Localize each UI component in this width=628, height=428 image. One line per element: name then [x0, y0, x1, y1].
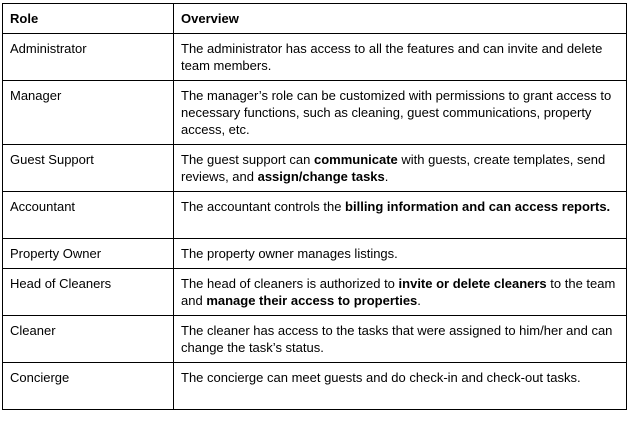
overview-text: with guests, create templates, send reviews, and [181, 152, 606, 184]
header-role: Role [3, 4, 174, 34]
overview-text: The concierge can meet guests and do check-in and check-out tasks. [181, 370, 581, 385]
table-row [3, 363, 627, 410]
table-header [3, 4, 627, 34]
roles-table [2, 3, 627, 410]
overview-text: The guest support can [181, 152, 314, 167]
role-cell: Head of Cleaners [3, 269, 174, 316]
overview-cell [174, 145, 627, 192]
role-cell: Property Owner [3, 239, 174, 269]
overview-emphasis: manage their access to properties [206, 293, 418, 308]
table-row [3, 34, 627, 81]
overview-text: The manager’s role can be customized with permissions to grant access to necessary functions, such as cleaning, guest communications, property access, etc. [181, 88, 612, 137]
header-row [3, 4, 627, 34]
role-cell: Administrator [3, 34, 174, 81]
overview-cell [174, 316, 627, 363]
header-overview: Overview [174, 4, 627, 34]
table-row [3, 239, 627, 269]
table-row [3, 145, 627, 192]
overview-emphasis: communicate [313, 152, 398, 167]
overview-text: . [384, 169, 389, 184]
overview-cell [174, 192, 627, 239]
overview-emphasis: invite or delete cleaners [398, 276, 547, 291]
role-cell: Cleaner [3, 316, 174, 363]
overview-cell [174, 81, 627, 145]
table-row [3, 192, 627, 239]
overview-text: The accountant controls the [181, 199, 346, 214]
overview-text: The property owner manages listings. [181, 246, 398, 261]
table-row [3, 316, 627, 363]
overview-text: The cleaner has access to the tasks that were assigned to him/her and can change the task’s status. [181, 323, 613, 355]
overview-cell [174, 363, 627, 410]
overview-text: to the team and [181, 276, 616, 308]
overview-cell [174, 239, 627, 269]
overview-cell [174, 34, 627, 81]
overview-cell [174, 269, 627, 316]
table-row [3, 269, 627, 316]
overview-text: . [417, 293, 421, 308]
role-cell: Guest Support [3, 145, 174, 192]
overview-text: The administrator has access to all the features and can invite and delete team members. [181, 41, 603, 73]
role-cell: Accountant [3, 192, 174, 239]
overview-emphasis: billing information and can access reports. [345, 199, 611, 214]
overview-emphasis: assign/change tasks [257, 169, 385, 184]
table-body [3, 34, 627, 410]
overview-text: The head of cleaners is authorized to [181, 276, 399, 291]
role-cell: Concierge [3, 363, 174, 410]
role-cell: Manager [3, 81, 174, 145]
table-row [3, 81, 627, 145]
